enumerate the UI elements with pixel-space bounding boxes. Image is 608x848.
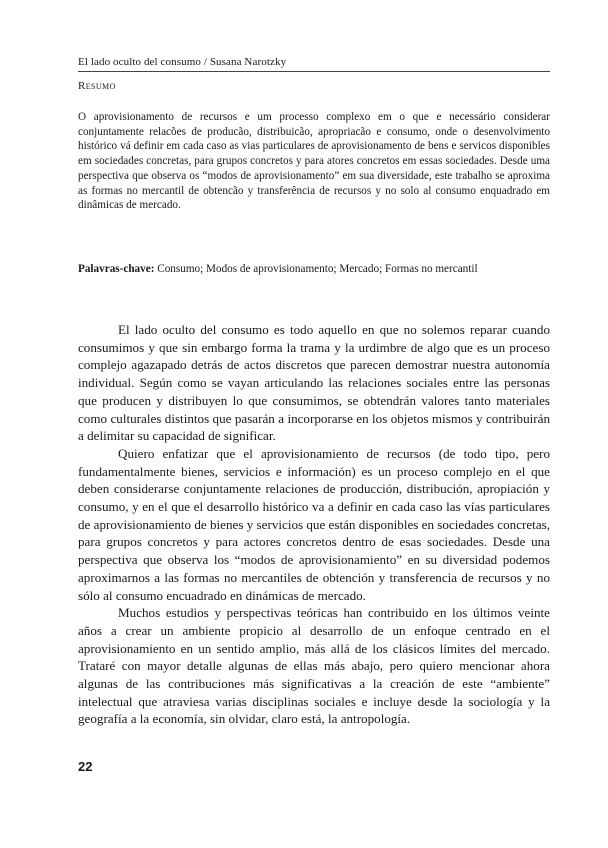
page-number: 22 [78,759,93,774]
keywords-line [78,262,550,276]
header-rule [78,71,550,72]
running-head: El lado oculto del consumo / Susana Narotzky [78,56,287,68]
body-text [78,321,550,728]
abstract-label: Resumo [78,80,116,92]
keywords-label: Palavras-chave: [78,263,155,275]
abstract-text: O aprovisionamento de recursos e um processo complexo em o que e necessário considerar conjuntamente relacões de producão, distribuicão, apropriacão e consumo, onde o desenvolvimento histórico vá definir em cada caso as vias particulares de aprovisionamento de bens e servicos disponibles em sociedades concretas, para grupos concretos y para atores concretos em essas sociedades. Desde uma perspectiva que observa os “modos de aprovisionamento” em sua diversidade, este trabalho se aproxima as formas no mercantil de obtencão y transferência de recursos y no solo al consumo enquadrado em dinâmicas de mercado. [78,111,550,212]
body-paragraph: Quiero enfatizar que el aprovisionamiento de recursos (de todo tipo, pero fundamentalmente bienes, servicios e información) es un proceso complejo en el que deben considerarse conjuntamente relaciones de producción, distribución, apropiación y consumo, y en el que el desarrollo histórico va a definir en cada caso las vías particulares de aprovisionamiento de bienes y servicios que están disponibles en sociedades concretas, para grupos concretos y para actores concretos dentro de esas sociedades. Desde una perspectiva que observa los “modos de aprovisionamiento” en su diversidad podemos aproximarnos a las formas no mercantiles de obtención y transferencia de recursos y no sólo al consumo encuadrado en dinámicas de mercado. [78,445,550,603]
body-paragraph: El lado oculto del consumo es todo aquello en que no solemos reparar cuando consumimos y que sin embargo forma la trama y la urdimbre de algo que es un proceso complejo agazapado detrás de actos discretos que parecen demostrar nuestra autonomía individual. Según como se vayan articulando las relaciones sociales entre las personas que producen y distribuyen lo que consumimos, se obtendrán valores tanto materiales como culturales distintos que pasarán a incorporarse en los objetos mismos y contribuirán a delimitar su capacidad de significar. [78,322,550,444]
keywords-text: Consumo; Modos de aprovisionamento; Mercado; Formas no mercantil [154,263,478,275]
body-paragraph: Muchos estudios y perspectivas teóricas han contribuido en los últimos veinte años a crear un ambiente propicio al desarrollo de un enfoque centrado en el aprovisionamiento en un sentido amplio, más allá de los clásicos límites del mercado. Trataré con mayor detalle algunas de ellas más abajo, pero quiero mencionar ahora algunas de las contribuciones más significativas a la creación de este “ambiente” intelectual que atraviesa varias disciplinas sociales e incluye desde la sociología y la geografía a la economía, sin olvidar, claro está, la antropología. [78,605,550,727]
